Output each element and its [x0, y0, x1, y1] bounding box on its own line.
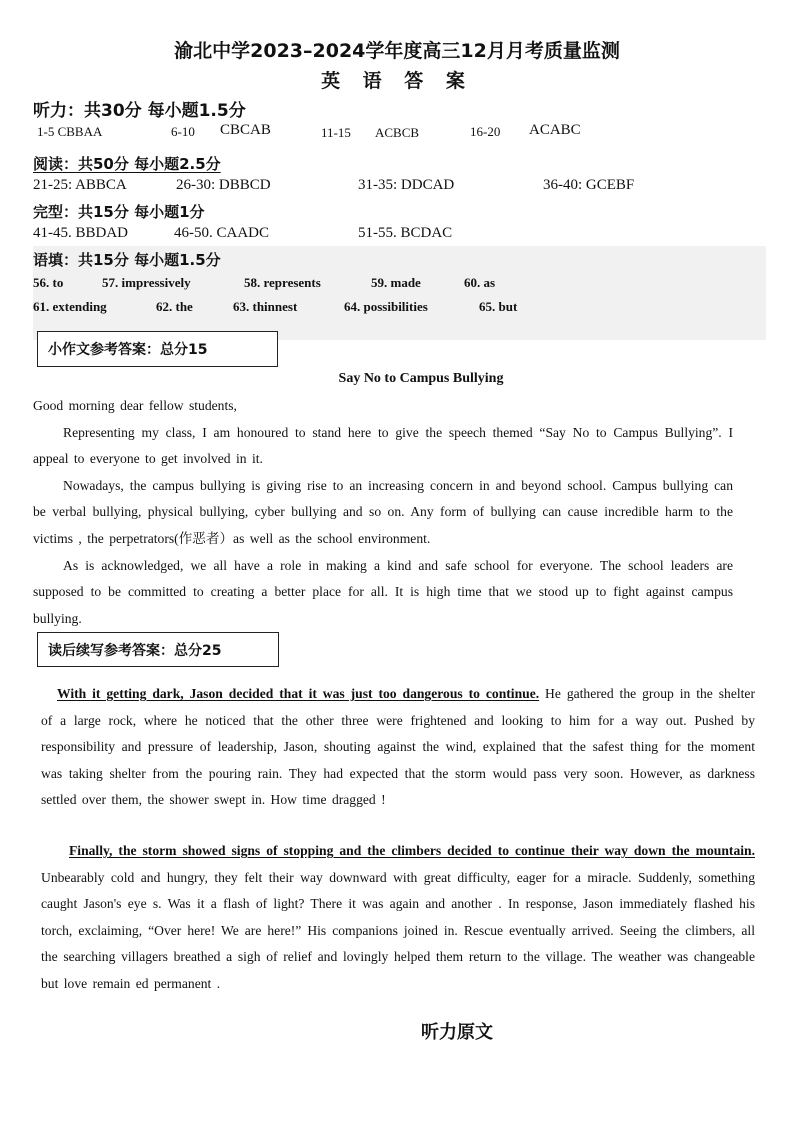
short-essay-label: 小作文参考答案：总分15 — [37, 331, 278, 367]
continuation-paragraph-2: Finally, the storm showed signs of stopping and the climbers decided to continue their way down the mountain. Unbearably cold and hungry, they felt their way downward with great difficulty, eager for a miracle. Suddenly, something caught Jason's eye s. Was it a flash of light? There it was again and another . In response, Jason immediately flashed his torch, exclaiming, “Over here! We are here!” His companions joined in. Rescue eventually arrived. Seeing the climbers, all the searching villagers breathed a sigh of relief and lovingly helped them return to the village. The weather was changeable but love remain ed permanent . — [41, 843, 755, 991]
answer-6-10-label: 6-10 — [171, 124, 195, 139]
answer-41-45: 41-45. BBDAD — [33, 225, 129, 241]
short-essay-greeting: Good morning dear fellow students, — [33, 398, 237, 413]
answer-59: 59. made — [371, 275, 421, 290]
short-essay-paragraph-2: Nowadays, the campus bullying is giving rise to an increasing concern in and beyond school. Campus bullying can be verbal bullying, physical bullying, cyber bullying and so on. Any form of bullying can cause incredible harm to the victims , the perpetrators(作恶者）as well as the school environment. — [33, 477, 733, 546]
answer-57: 57. impressively — [102, 275, 191, 290]
listening-transcript-heading: 听力原文 — [421, 1022, 493, 1043]
answer-26-30: 26-30: DBBCD — [176, 177, 271, 193]
answer-46-50: 46-50. CAADC — [174, 225, 270, 241]
listening-heading: 听力：共30分 每小题1.5分 — [33, 101, 246, 121]
answer-36-40: 36-40: GCEBF — [543, 177, 635, 193]
document-title: 渝北中学2023–2024学年度高三12月月考质量监测 — [174, 40, 620, 62]
cloze-heading: 完型：共15分 每小题1分 — [33, 203, 205, 221]
short-essay-title: Say No to Campus Bullying — [338, 371, 504, 386]
short-essay-paragraph-1: Representing my class, I am honoured to stand here to give the speech themed “Say No to Campus Bullying”. I appeal to everyone to get involved in it. — [33, 424, 733, 467]
document-subtitle: 英 语 答 案 — [321, 70, 473, 92]
continuation-paragraph-1: With it getting dark, Jason decided that it was just too dangerous to continue. He gathered the group in the shelter of a large rock, where he noticed that the other three were frightened and looking to him for a way out. Pushed by responsibility and pressure of leadership, Jason, shouting against the wind, explained that the safest thing for the moment was taking shelter from the pouring rain. They had expected that the storm would pass very soon. However, as darkness settled over them, the shower swept in. How time dragged ! — [41, 686, 755, 808]
continuation-label: 读后续写参考答案：总分25 — [37, 632, 279, 667]
answer-6-10: CBCAB — [220, 122, 271, 138]
answer-61: 61. extending — [33, 299, 107, 314]
answer-31-35: 31-35: DDCAD — [358, 177, 455, 193]
short-essay-paragraph-3: As is acknowledged, we all have a role in making a kind and safe school for everyone. The school leaders are supposed to be committed to creating a better place for all. It is high time that we stood up to fight against campus bullying. — [33, 557, 733, 626]
answer-1-5: 1-5 CBBAA — [37, 124, 103, 139]
answer-51-55: 51-55. BCDAC — [358, 225, 453, 241]
continuation-lead-sentence-2: Finally, the storm showed signs of stopping and the climbers decided to continue their way down the mountain. — [69, 843, 755, 858]
answer-16-20-label: 16-20 — [470, 124, 501, 139]
answer-56: 56. to — [33, 275, 64, 290]
answer-62: 62. the — [156, 299, 193, 314]
grammar-heading: 语填：共15分 每小题1.5分 — [33, 251, 221, 269]
short-essay-body — [33, 393, 733, 632]
continuation-lead-sentence-1: With it getting dark, Jason decided that it was just too dangerous to continue. — [57, 686, 540, 701]
reading-heading: 阅读：共50分 每小题2.5分 — [33, 155, 221, 173]
answer-16-20: ACABC — [529, 122, 581, 138]
answer-60: 60. as — [464, 275, 496, 290]
answer-65: 65. but — [479, 299, 518, 314]
answer-11-15: ACBCB — [375, 125, 420, 140]
answer-21-25: 21-25: ABBCA — [33, 177, 127, 193]
answer-11-15-label: 11-15 — [321, 125, 351, 140]
answer-64: 64. possibilities — [344, 299, 428, 314]
answer-63: 63. thinnest — [233, 299, 298, 314]
answer-58: 58. represents — [244, 275, 321, 290]
